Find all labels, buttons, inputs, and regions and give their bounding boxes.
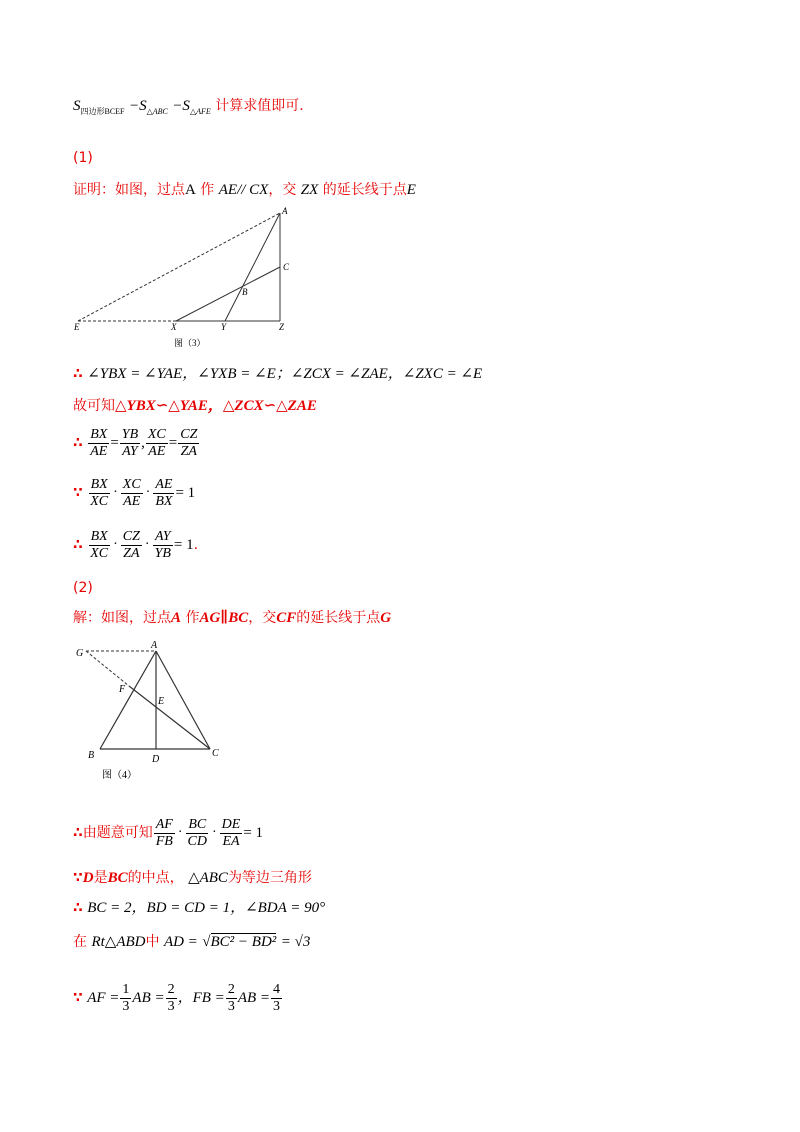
line-fc xyxy=(129,686,210,749)
label-g: G xyxy=(76,648,84,659)
part2-af-fb: ∵ AF = $\frac{1}{3}$ AB = $\frac{2}{3}$ ，FB = $\frac{2}{3}$ AB = $\frac{4}{3}$ xyxy=(73,981,281,1014)
label-e: E xyxy=(158,696,165,707)
area-formula-line: $S_{四边形BCEF} -S_{\triangle ABC} -S_{\triangle AFE}$ 计算求值即可. xyxy=(73,98,304,116)
line-ea-dashed xyxy=(78,213,280,321)
figure-3-caption: 图（3） xyxy=(174,338,206,348)
label-z: Z xyxy=(279,322,285,332)
label-c: C xyxy=(283,262,290,272)
label-e: E xyxy=(74,322,80,332)
line-gf-dashed xyxy=(86,651,129,686)
part1-ratio-3: ∴ $\frac{BX}{XC}$ · $\frac{CZ}{ZA}$ · $\frac{AY}{YB}$ = 1 . xyxy=(73,528,199,561)
label-a: A xyxy=(151,640,158,651)
line-ya xyxy=(225,213,280,321)
label-f: F xyxy=(119,684,126,695)
part2-midpoint: ∵D是BC的中点， △ABC为等边三角形 xyxy=(73,870,312,886)
label-c: C xyxy=(212,748,219,759)
label-d: D xyxy=(152,754,160,765)
part1-angles: ∴ ∠YBX = ∠YAE，∠YXB = ∠E；∠ZCX = ∠ZAE，∠ZXC = ∠E xyxy=(73,366,483,382)
label-x: X xyxy=(171,322,177,332)
figure-4 xyxy=(72,636,232,786)
part2-label: (2) xyxy=(73,580,93,596)
part2-ratio: ∴ 由题意可知 $\frac{AF}{FB}$ · $\frac{BC}{CD}$ · $\frac{DE}{EA}$ = 1 xyxy=(73,816,264,849)
part1-label: (1) xyxy=(73,150,93,166)
label-b: B xyxy=(242,287,248,297)
label-a: A xyxy=(282,206,288,216)
part1-proof-intro: 证明：如图，过点A 作 AE// CX，交 ZX 的延长线于点E xyxy=(73,182,416,198)
part2-lengths: ∴ BC = 2，BD = CD = 1，∠BDA = 90° xyxy=(73,900,326,916)
figure-3 xyxy=(70,200,320,350)
line-xc xyxy=(176,267,280,321)
part1-similar: 故可知△YBX∽△YAE，△ZCX∽△ZAE xyxy=(73,398,317,414)
label-b: B xyxy=(88,750,95,761)
label-y: Y xyxy=(221,322,227,332)
figure-4-caption: 图（4） xyxy=(102,770,137,781)
part1-ratio-2: ∵ $\frac{BX}{XC}$ · $\frac{XC}{AE}$ · $\frac{AE}{BX}$ = 1 xyxy=(73,476,196,509)
part1-ratio-1: ∴ $\frac{BX}{AE}$ = $\frac{YB}{AY}$ , $\frac{XC}{AE}$ = $\frac{CZ}{ZA}$ xyxy=(73,426,198,459)
part2-pythagoras: 在 Rt△ABD中 AD = √BC² − BD² = √3 xyxy=(73,934,311,950)
part2-intro: 解：如图，过点A 作AG∥BC，交CF的延长线于点G xyxy=(73,610,392,626)
